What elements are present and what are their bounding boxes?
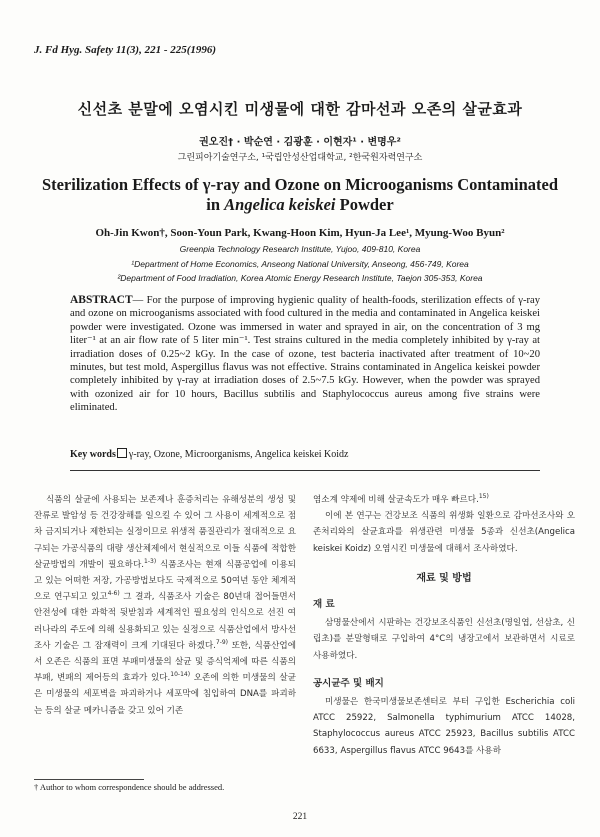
korean-authors: 권오진† · 박순연 · 김광훈 · 이현자¹ · 변명우² xyxy=(199,137,401,148)
subheading-materials: 재 료 xyxy=(313,599,335,611)
abstract-text: — For the purpose of improving hygienic quality of health-foods, sterilization effects of γ-ray and ozone on microoganisms associated with food cultured in the media and contaminated in Angelica keiskei powder were investigated. Ozone was immersed in water and sprayed in air, on the concentration of 3 mg liter⁻¹ at an air flow rate of 5 liter min⁻¹. Test strains cultured in the media completely inhibited by γ-ray at irradiation doses of 0.25~2 kGy. In the case of ozone, test bacteria inactivated after treatment of 10~20 minutes, but test mold, Aspergillus flavus was not effective. Strains contaminated in Angelica keiskei powder completely inhibited by γ-ray at irradiation doses of 2.5~7.5 kGy. However, when the powder was sprayed with ozonized air for 10 hours, Bacillus subtilis and Staphylococcus aureus among five strains were eliminated. xyxy=(70,295,540,414)
affiliation-3: ²Department of Food Irradiation, Korea Atomic Energy Research Institute, Taejon 305-353, Korea xyxy=(117,273,483,283)
title-line2-post: Powder xyxy=(335,195,394,214)
intro-cont-text: 염소계 약제에 비해 살균속도가 매우 빠르다. xyxy=(313,495,479,505)
keywords xyxy=(70,448,348,460)
ref-4: 10-14) xyxy=(170,671,191,679)
strains-paragraph: 미생물은 한국미생물보존센터로 부터 구입한 Escherichia coli ATCC 25922, Salmonella typhimurium ATCC 14028, Staphylococcus aureus ATCC 25923, Bacillus subtilis ATCC 6633, Aspergillus flavus ATCC 9643를 사용하 xyxy=(313,697,575,756)
keywords-text: γ-ray, Ozone, Microorganisms, Angelica keiskei Koidz xyxy=(128,449,349,460)
title-species: Angelica keiskei xyxy=(224,195,336,214)
korean-title: 신선초 분말에 오염시킨 미생물에 대한 감마선과 오존의 살균효과 xyxy=(77,100,523,118)
abstract-label: ABSTRACT xyxy=(70,294,133,306)
section-heading-methods: 재료 및 방법 xyxy=(416,572,472,584)
right-column xyxy=(313,492,575,759)
intro-text-2: 식품조사는 현재 식품공업에 이용되고 있는 어떠한 저장, 가공방법보다도 국제적으로 50여년 동안 체계적으로 연구되고 있고 xyxy=(34,559,296,603)
intro-continuation xyxy=(313,492,575,508)
footnote: † Author to whom correspondence should be addressed. xyxy=(34,782,225,792)
left-column xyxy=(34,492,296,719)
english-authors: Oh-Jin Kwon†, Soon-Youn Park, Kwang-Hoon Kim, Hyun-Ja Lee¹, Myung-Woo Byun² xyxy=(95,227,505,239)
study-aim-paragraph: 이에 본 연구는 건강보조 식품의 위생화 일환으로 감마선조사와 오존처리와의 살균효과를 위생관련 미생물 5종과 신선초(Angelica keiskei Koidz) 오염시킨 미생물에 대해서 조사하였다. xyxy=(313,511,575,554)
subheading-strains: 공시균주 및 배지 xyxy=(313,677,384,689)
english-title-line2 xyxy=(30,195,570,215)
ref-2: 4-6) xyxy=(107,590,120,598)
affiliation-1: Greenpia Technology Research Institute, Yujoo, 409-810, Korea xyxy=(179,244,421,254)
ref-3: 7-9) xyxy=(215,638,229,646)
materials-paragraph: 삼명물산에서 시판하는 건강보조식품인 신선초(명일엽, 선삼초, 신립초)를 분말형태로 구입하여 4°C의 냉장고에서 보관하면서 시료로 사용하였다. xyxy=(313,618,575,661)
korean-affiliations: 그린피아기술연구소, ¹국립안성산업대학교, ²한국원자력연구소 xyxy=(177,153,423,163)
page-number: 221 xyxy=(292,812,308,822)
intro-text-4: 또한, 식품산업에서 오존은 식품의 표면 부패미생물의 살균 및 증식억제에 따른 식품의 부패, 변패의 제어등의 효과가 있다. xyxy=(34,640,296,684)
intro-text-5: 오존에 의한 미생물의 살균은 미생물의 세포벽을 파괴하거나 세포막에 침입하여 DNA를 파괴하는 등의 살균 메카니즘을 갖고 있어 기존 xyxy=(34,673,296,716)
title-line2-pre: in xyxy=(206,195,225,214)
footnote-rule xyxy=(34,779,144,780)
abstract xyxy=(70,294,540,415)
journal-citation: J. Fd Hyg. Safety 11(3), 221 - 225(1996) xyxy=(34,44,217,56)
english-title xyxy=(30,175,570,215)
ref-1: 1-3) xyxy=(144,557,157,565)
keywords-box-icon xyxy=(117,448,127,458)
intro-text-1: 식품의 살균에 사용되는 보존제나 훈증처리는 유해성분의 생성 및 잔류로 발암성 등 건강장해를 일으킬 수 있어 그 사용이 세계적으로 점차 금지되거나 제한되는 실정이므로 위생적 품질관리가 절대적으로 요구되는 가공식품의 대량 생산체제에서 현실적으로 이들 식품에 적합한 살균방법의 개발이 필요하다. xyxy=(34,495,296,570)
keywords-label: Key words xyxy=(70,449,116,460)
english-title-line1: Sterilization Effects of γ-ray and Ozone on Microoganisms Contaminated xyxy=(41,175,559,194)
intro-text-3: 그 결과, 식품조사 기술은 80년대 접어들면서 안전성에 대한 과학적 뒷받침과 세계적인 필요성의 인식으로 선진 여러나라의 주도에 의해 실용화되고 있는 실정으로 식품산업에서 방사선조사 기술은 그 잠재력이 크게 기대된다 하겠다. xyxy=(34,592,296,651)
affiliation-2: ¹Department of Home Economics, Anseong National University, Anseong, 456-749, Korea xyxy=(131,259,469,269)
ref-5: 15) xyxy=(478,493,489,501)
intro-paragraph xyxy=(34,492,296,719)
abstract-divider xyxy=(70,470,540,471)
